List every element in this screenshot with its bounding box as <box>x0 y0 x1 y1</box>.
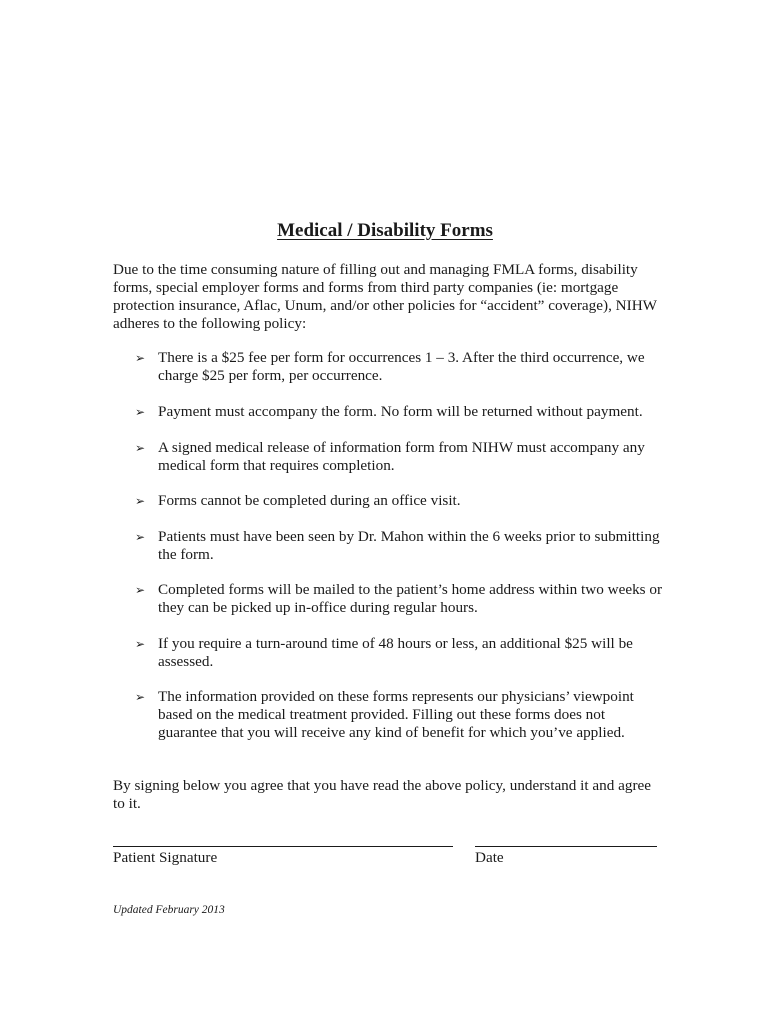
list-item <box>135 492 665 510</box>
signature-label: Patient Signature <box>113 849 218 866</box>
list-item <box>135 528 665 564</box>
signature-line[interactable] <box>113 846 453 847</box>
arrow-bullet-icon: ➢ <box>135 441 146 455</box>
list-item-text: Forms cannot be completed during an office visit. <box>158 492 461 509</box>
agreement-paragraph: By signing below you agree that you have read the above policy, understand it and agree to it. <box>113 777 651 812</box>
list-item <box>135 349 665 385</box>
arrow-bullet-icon: ➢ <box>135 351 146 365</box>
arrow-bullet-icon: ➢ <box>135 494 146 508</box>
list-item <box>135 581 665 617</box>
date-line[interactable] <box>475 846 657 847</box>
arrow-bullet-icon: ➢ <box>135 690 146 704</box>
updated-note: Updated February 2013 <box>113 904 225 916</box>
date-label: Date <box>475 849 504 866</box>
list-item <box>135 688 665 742</box>
arrow-bullet-icon: ➢ <box>135 637 146 651</box>
intro-paragraph: Due to the time consuming nature of filling out and managing FMLA forms, disability forms, special employer forms and forms from third party companies (ie: mortgage protection insurance, Aflac, Unum, and/or other policies for “accident” coverage), NIHW adheres to the following policy: <box>113 261 657 332</box>
list-item <box>135 635 665 671</box>
arrow-bullet-icon: ➢ <box>135 405 146 419</box>
list-item-text: There is a $25 fee per form for occurrences 1 – 3. After the third occurrence, we charge $25 per form, per occurrence. <box>158 349 645 384</box>
list-item-text: A signed medical release of information form from NIHW must accompany any medical form that requires completion. <box>158 439 645 474</box>
document-title: Medical / Disability Forms <box>277 220 493 241</box>
list-item-text: Completed forms will be mailed to the patient’s home address within two weeks or they can be picked up in-office during regular hours. <box>158 581 663 616</box>
arrow-bullet-icon: ➢ <box>135 583 146 597</box>
list-item <box>135 439 665 475</box>
list-item-text: If you require a turn-around time of 48 hours or less, an additional $25 will be assessed. <box>158 635 633 670</box>
list-item-text: The information provided on these forms represents our physicians’ viewpoint based on the medical treatment provided. Filling out these forms does not guarantee that you will receive any kind of benefit for which you’ve applied. <box>158 688 634 741</box>
list-item-text: Payment must accompany the form. No form will be returned without payment. <box>158 403 643 420</box>
arrow-bullet-icon: ➢ <box>135 530 146 544</box>
list-item <box>135 403 665 421</box>
list-item-text: Patients must have been seen by Dr. Mahon within the 6 weeks prior to submitting the form. <box>158 528 660 563</box>
